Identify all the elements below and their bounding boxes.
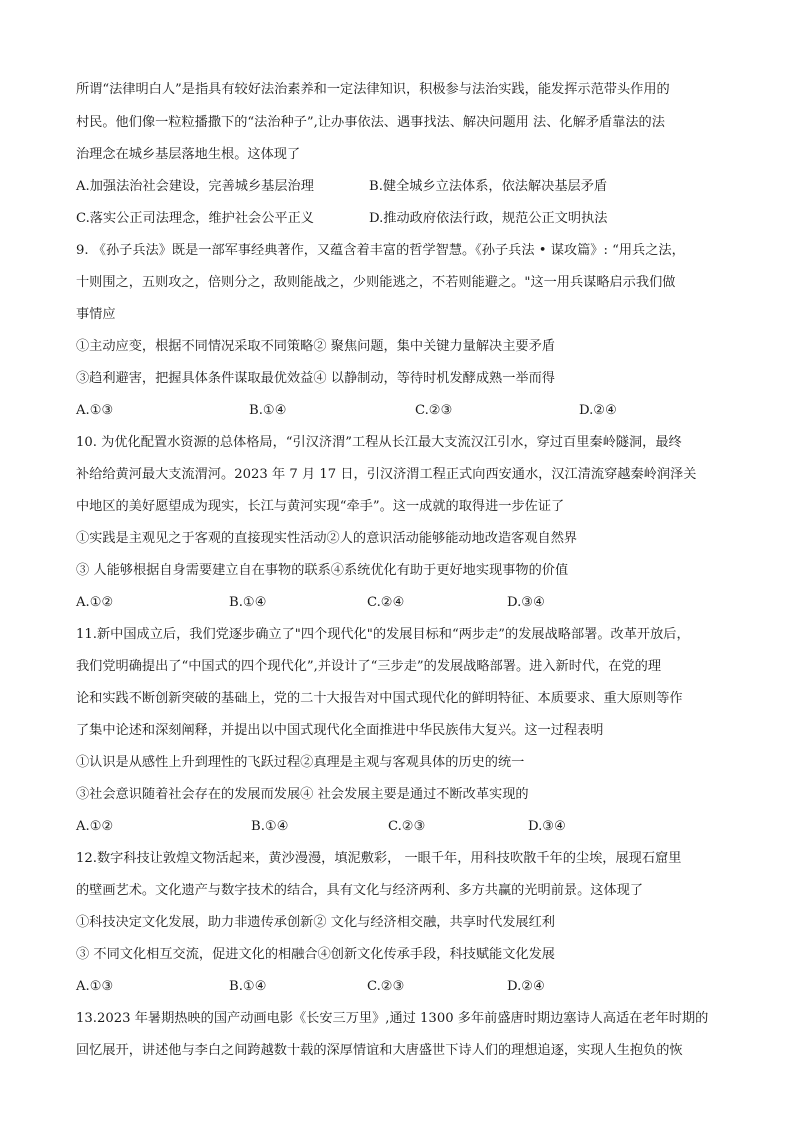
q12-option-b: B.①④ bbox=[229, 979, 267, 994]
q8-text-line-2: 村民。他们像一粒粒播撒下的“法治种子”,让办事依法、遇事找法、解决问题用 法、化解矛盾靠法的法 bbox=[76, 115, 665, 130]
q11-text-line-2: 我们党明确提出了“中国式的四个现代化”,并设计了“三步走”的发展战略部署。进入新时代，在党的理 bbox=[76, 659, 662, 674]
q9-option-d: D.②④ bbox=[579, 403, 617, 418]
q12-option-d: D.②④ bbox=[507, 979, 545, 994]
q13-text-line-1: 13.2023 年暑期热映的国产动画电影《长安三万里》,通过 1300 多年前盛唐时期边塞诗人高适在老年时期的 bbox=[76, 1011, 709, 1026]
q10-option-c: C.②④ bbox=[367, 595, 405, 610]
q9-option-a: A.①③ bbox=[76, 403, 114, 418]
q10-option-b: B.①④ bbox=[229, 595, 267, 610]
q12-statement-line-2: ③ 不同文化相互交流，促进文化的相融合④创新文化传承手段，科技赋能文化发展 bbox=[76, 947, 555, 962]
q10-statement-line-1: ①实践是主观见之于客观的直接现实性活动②人的意识活动能够能动地改造客观自然界 bbox=[76, 531, 578, 546]
q8-option-c: C.落实公正司法理念，维护社会公平正义 bbox=[76, 211, 314, 226]
q10-text-line-2: 补给给黄河最大支流渭河。2023 年 7 月 17 日，引汉济渭工程正式向西安通水，汉江清流穿越秦岭润泽关 bbox=[76, 467, 697, 482]
q12-text-line-2: 的壁画艺术。文化遗产与数字技术的结合，具有文化与经济两利、多方共赢的光明前景。这体现了 bbox=[76, 883, 644, 898]
q11-option-a: A.①② bbox=[76, 819, 114, 834]
q9-text-line-1: 9. 《孙子兵法》既是一部军事经典著作，又蕴含着丰富的哲学智慧。《孙子兵法 • 谋攻篇》: “用兵之法， bbox=[76, 243, 685, 258]
q12-option-a: A.①③ bbox=[76, 979, 114, 994]
q9-option-c: C.②③ bbox=[415, 403, 453, 418]
q9-statement-line-1: ①主动应变，根据不同情况采取不同策略② 聚焦问题，集中关键力量解决主要矛盾 bbox=[76, 339, 555, 354]
q12-text-line-1: 12.数字科技让敦煌文物活起来，黄沙漫漫，填泥敷彩， 一眼千年，用科技吹散千年的尘埃，展现石窟里 bbox=[76, 851, 682, 866]
q8-option-d: D.推动政府依法行政，规范公正文明执法 bbox=[369, 211, 608, 226]
q11-option-c: C.②③ bbox=[388, 819, 426, 834]
q11-statement-line-2: ③社会意识随着社会存在的发展而发展④ 社会发展主要是通过不断改革实现的 bbox=[76, 787, 529, 802]
q10-text-line-3: 中地区的美好愿望成为现实，长江与黄河实现“牵手”。这一成就的取得进一步佐证了 bbox=[76, 499, 565, 514]
q8-option-b: B.健全城乡立法体系，依法解决基层矛盾 bbox=[369, 179, 608, 194]
q11-option-b: B.①④ bbox=[251, 819, 289, 834]
q11-text-line-4: 了集中论述和深刻阐释，并提出以中国式现代化全面推进中华民族伟大复兴。这一过程表明 bbox=[76, 723, 604, 738]
q11-option-d: D.③④ bbox=[528, 819, 566, 834]
q8-text-line-3: 治理念在城乡基层落地生根。这体现了 bbox=[76, 147, 301, 162]
q12-statement-line-1: ①科技决定文化发展，助力非遗传承创新② 文化与经济相交融，共享时代发展红利 bbox=[76, 915, 555, 930]
q10-option-d: D.③④ bbox=[507, 595, 545, 610]
q12-option-c: C.②③ bbox=[367, 979, 405, 994]
q10-option-a: A.①② bbox=[76, 595, 114, 610]
q11-statement-line-1: ①认识是从感性上升到理性的飞跃过程②真理是主观与客观具体的历史的统一 bbox=[76, 755, 525, 770]
q8-text-line-1: 所谓“法律明白人”是指具有较好法治素养和一定法律知识，积极参与法治实践，能发挥示范带头作用的 bbox=[76, 82, 670, 97]
q13-text-line-2: 回忆展开，讲述他与李白之间跨越数十载的深厚情谊和大唐盛世下诗人们的理想追逐，实现人生抱负的恢 bbox=[76, 1043, 683, 1058]
q10-text-line-1: 10. 为优化配置水资源的总体格局，“引汉济渭”工程从长江最大支流汉江引水，穿过百里秦岭隧洞，最终 bbox=[76, 435, 682, 450]
q11-text-line-1: 11.新中国成立后，我们党逐步确立了"四个现代化"的发展目标和“两步走”的发展战略部署。改革开放后， bbox=[76, 627, 690, 642]
q9-option-b: B.①④ bbox=[249, 403, 287, 418]
q8-option-a: A.加强法治社会建设，完善城乡基层治理 bbox=[76, 179, 314, 194]
q9-text-line-3: 事情应 bbox=[76, 307, 116, 322]
q9-text-line-2: 十则围之，五则攻之，倍则分之，敌则能战之，少则能逃之，不若则能避之。"这一用兵谋略启示我们做 bbox=[76, 275, 676, 290]
q11-text-line-3: 论和实践不断创新突破的基础上，党的二十大报告对中国式现代化的鲜明特征、本质要求、重大原则等作 bbox=[76, 691, 683, 706]
q9-statement-line-2: ③趋利避害，把握具体条件谋取最优效益④ 以静制动，等待时机发酵成熟一举而得 bbox=[76, 371, 555, 386]
q10-statement-line-2: ③ 人能够根据自身需要建立自在事物的联系④系统优化有助于更好地实现事物的价值 bbox=[76, 563, 569, 578]
